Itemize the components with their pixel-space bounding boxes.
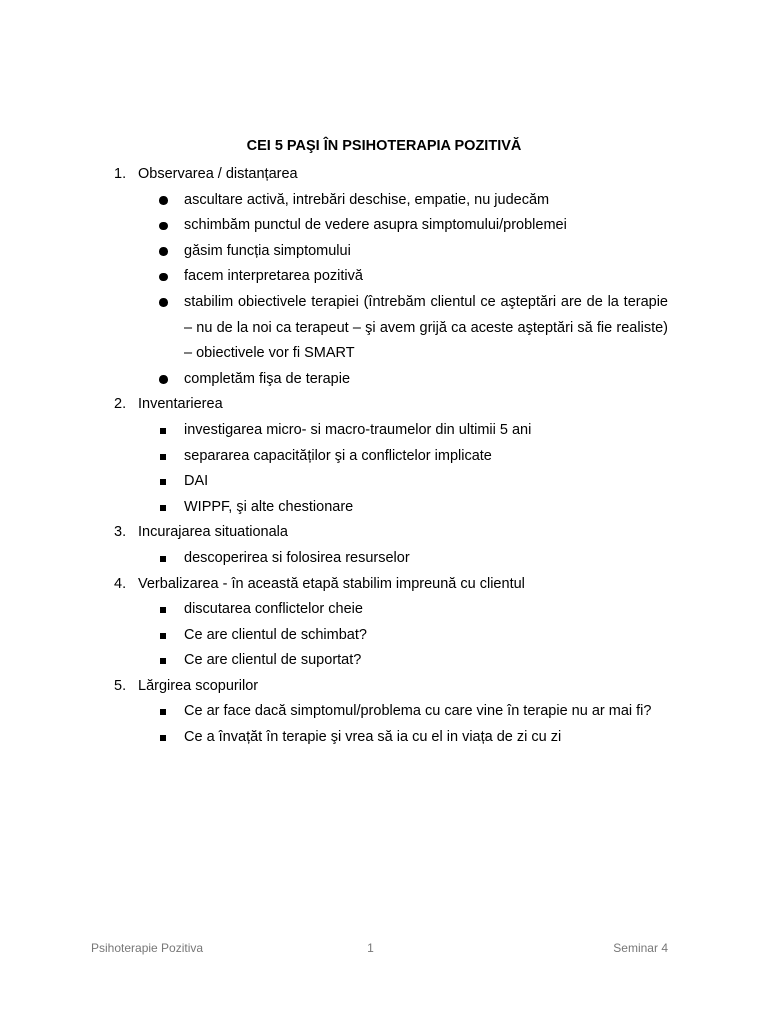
list-item bbox=[114, 469, 668, 495]
section-heading-text: Inventarierea bbox=[138, 396, 223, 413]
list-item-text: ascultare activă, intrebări deschise, empatie, nu judecăm bbox=[184, 191, 550, 208]
bullet-dot-icon bbox=[159, 222, 168, 231]
bullet-dot-icon bbox=[159, 196, 168, 205]
list-item bbox=[114, 546, 668, 572]
section-verbalizarea bbox=[114, 572, 668, 674]
footer-page-number: 1 bbox=[367, 941, 374, 955]
list-item-text: DAI bbox=[184, 473, 209, 490]
section-heading-text: Incurajarea situationala bbox=[138, 524, 288, 541]
section-heading-text: Lărgirea scopurilor bbox=[138, 677, 259, 694]
section-number: 4. bbox=[114, 575, 127, 592]
bullet-square-icon bbox=[160, 505, 166, 511]
section-heading-text: Verbalizarea - în această etapă stabilim impreună cu clientul bbox=[138, 575, 525, 592]
list-item-text: WIPPF, şi alte chestionare bbox=[184, 498, 354, 515]
section-inventarierea bbox=[114, 392, 668, 520]
bullet-square-icon bbox=[160, 658, 166, 664]
list-item bbox=[114, 290, 668, 367]
list-item bbox=[114, 213, 668, 239]
bullet-square-icon bbox=[160, 709, 166, 715]
section-number: 5. bbox=[114, 677, 127, 694]
list-item bbox=[114, 239, 668, 265]
section-heading-text: Observarea / distanțarea bbox=[138, 166, 298, 182]
list-item bbox=[114, 597, 668, 623]
section-observarea bbox=[114, 162, 668, 392]
list-item bbox=[114, 623, 668, 649]
list-item bbox=[114, 495, 668, 521]
list-item bbox=[114, 648, 668, 674]
list-item-text: Ce are clientul de schimbat? bbox=[184, 626, 367, 643]
section-number: 3. bbox=[114, 524, 127, 541]
footer-course-name: Psihoterapie Pozitiva bbox=[91, 941, 204, 955]
section-number: 1. bbox=[114, 166, 127, 182]
list-item bbox=[114, 444, 668, 470]
section-incurajarea bbox=[114, 520, 668, 571]
bullet-square-icon bbox=[160, 556, 166, 562]
bullet-dot-icon bbox=[159, 375, 168, 384]
list-item bbox=[114, 264, 668, 290]
bullet-square-icon bbox=[160, 633, 166, 639]
bullet-square-icon bbox=[160, 607, 166, 613]
list-item bbox=[114, 699, 668, 725]
list-item-text: stabilim obiectivele terapiei (întrebăm clientul ce aşteptări are de la terapie – nu de la noi ca terapeut – şi avem grijă ca aceste aşteptări să fie realiste) – obiectivele vor fi SMART bbox=[184, 293, 668, 362]
list-item bbox=[114, 725, 668, 751]
section-largirea bbox=[114, 674, 668, 751]
list-item-text: descoperirea si folosirea resurselor bbox=[184, 549, 410, 566]
list-item bbox=[114, 367, 668, 393]
list-item-text: investigarea micro- si macro-traumelor din ultimii 5 ani bbox=[184, 421, 532, 438]
list-item bbox=[114, 188, 668, 214]
bullet-dot-icon bbox=[159, 247, 168, 256]
bullet-square-icon bbox=[160, 735, 166, 741]
list-item-text: Ce are clientul de suportat? bbox=[184, 652, 362, 669]
section-heading bbox=[114, 392, 668, 418]
document-title: CEI 5 PAŞI ÎN PSIHOTERAPIA POZITIVĂ bbox=[246, 138, 522, 154]
list-item-text: Ce a învațăt în terapie şi vrea să ia cu el in viața de zi cu zi bbox=[184, 729, 562, 746]
list-item bbox=[114, 418, 668, 444]
section-heading bbox=[114, 520, 668, 546]
list-item-text: schimbăm punctul de vedere asupra simptomului/problemei bbox=[184, 217, 567, 234]
list-item-text: discutarea conflictelor cheie bbox=[184, 601, 363, 618]
bullet-dot-icon bbox=[159, 298, 168, 307]
bullet-square-icon bbox=[160, 454, 166, 460]
list-item-text: găsim funcția simptomului bbox=[184, 242, 351, 259]
bullet-dot-icon bbox=[159, 273, 168, 282]
document-content bbox=[114, 162, 668, 751]
section-number: 2. bbox=[114, 396, 127, 413]
section-heading bbox=[114, 162, 668, 188]
list-item-text: Ce ar face dacă simptomul/problema cu care vine în terapie nu ar mai fi? bbox=[184, 703, 652, 720]
bullet-square-icon bbox=[160, 479, 166, 485]
list-item-text: facem interpretarea pozitivă bbox=[184, 268, 363, 285]
list-item-text: separarea capacităților şi a conflictelor implicate bbox=[184, 447, 492, 464]
section-heading bbox=[114, 572, 668, 598]
section-heading bbox=[114, 674, 668, 700]
bullet-square-icon bbox=[160, 428, 166, 434]
footer-seminar-label: Seminar 4 bbox=[613, 941, 668, 955]
list-item-text: completăm fişa de terapie bbox=[184, 370, 351, 387]
